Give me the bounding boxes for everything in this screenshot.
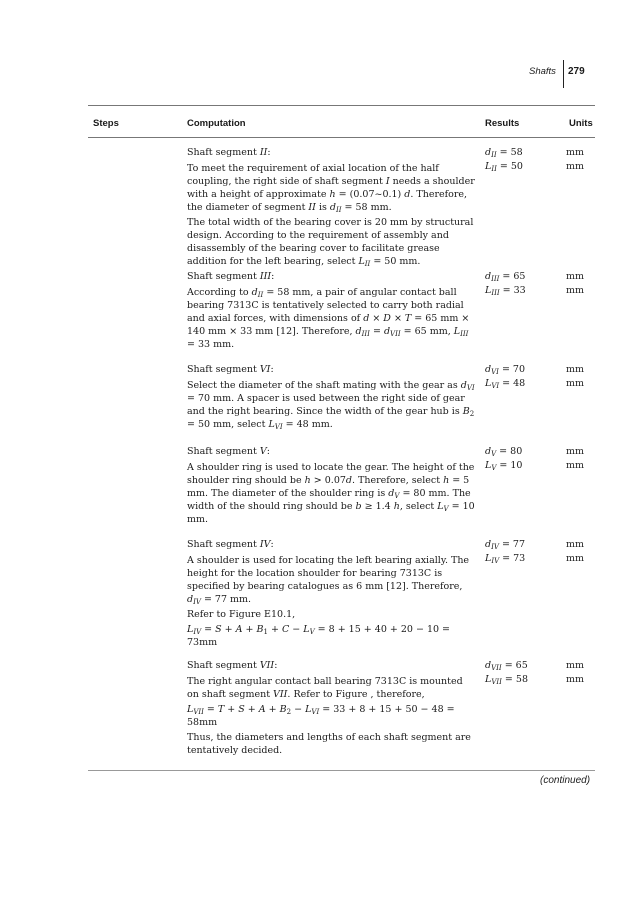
row-paragraph: Select the diameter of the shaft mating with the gear as $d_{VI} = 70$ mm. A spacer is used between the right side of gear and the right bearing. Since the width of the gear hub is $B_2 = 50$ mm, select $L_{VI} = 48$ mm.	[187, 380, 475, 431]
row-title: Shaft segment VI:	[187, 364, 274, 375]
row-paragraph: A shoulder is used for locating the left bearing axially. The height for the location shoulder for bearing 7313C is specified by bearing catalogues as 6 mm [12]. Therefore, $d_{IV} = 77$ mm.	[187, 555, 470, 606]
row-paragraph: A shoulder ring is used to locate the gear. The height of the shoulder ring should be h > 0.07d. Therefore, select h = 5 mm. The diameter of the shoulder ring is $d_V = 80$ mm. The width of the should ring should be b ≥ 1.4 h, select $L_V = 10$ mm.	[187, 462, 475, 525]
unit-value: mm	[566, 378, 585, 389]
row-equation: $L_{IV} = S + A + B_1 + C - L_V = 8 + 15 + 40 + 20 - 10 = 73mm$	[187, 624, 451, 648]
units-cell	[566, 146, 606, 174]
computation-cell	[187, 146, 477, 268]
table-row-segment-ii	[187, 146, 597, 272]
result-value: $d_{III} = 65$	[485, 271, 526, 283]
units-cell	[566, 363, 606, 391]
computation-cell	[187, 445, 477, 526]
result-value: $d_{VII} = 65$	[485, 660, 528, 672]
unit-value: mm	[566, 271, 585, 282]
units-cell	[566, 538, 606, 566]
row-paragraph: According to $d_{II} = 58$ mm, a pair of angular contact ball bearing 7313C is tentatively selected to carry both radial and axial forces, with dimensions of d × D × T = 65 mm × 140 mm × 33 mm [12]. Therefore, $d_{III} = d_{VII} = 65$ mm, $L_{III} = 33$ mm.	[187, 287, 470, 350]
table-row-segment-v	[187, 445, 597, 537]
unit-value: mm	[566, 364, 585, 375]
results-cell	[485, 659, 565, 687]
computation-cell	[187, 270, 477, 351]
row-paragraph: The right angular contact ball bearing 7313C is mounted on shaft segment VII. Refer to Figure , therefore,	[187, 676, 463, 700]
unit-value: mm	[566, 660, 585, 671]
unit-value: mm	[566, 285, 585, 296]
row-equation: $L_{VII} = T + S + A + B_2 - L_{VI} = 33 + 8 + 15 + 50 - 48 = 58mm$	[187, 704, 455, 728]
table-row-segment-vi	[187, 363, 597, 443]
unit-value: mm	[566, 553, 585, 564]
units-cell	[566, 659, 606, 687]
unit-value: mm	[566, 147, 585, 158]
result-value: $d_V = 80$	[485, 446, 523, 458]
units-cell	[566, 270, 606, 298]
unit-value: mm	[566, 460, 585, 471]
computation-cell	[187, 363, 477, 431]
result-value: $L_{VI} = 48$	[485, 378, 526, 390]
table-row-segment-iii	[187, 270, 597, 360]
table-top-rule	[88, 105, 595, 106]
column-header-units: Units	[569, 118, 593, 129]
results-cell	[485, 445, 565, 473]
result-value: $L_{IV} = 73$	[485, 553, 526, 565]
row-paragraph: The total width of the bearing cover is 20 mm by structural design. According to the requirement of assembly and disassembly of the bearing cover to facilitate grease addition for the left bearing, select $L_{II} = 50$ mm.	[187, 217, 474, 268]
row-title: Shaft segment III:	[187, 271, 275, 282]
unit-value: mm	[566, 674, 585, 685]
result-value: $L_V = 10$	[485, 460, 523, 472]
row-title: Shaft segment II:	[187, 147, 271, 158]
column-header-steps: Steps	[93, 118, 119, 129]
units-cell	[566, 445, 606, 473]
results-cell	[485, 270, 565, 298]
results-cell	[485, 538, 565, 566]
result-value: $L_{II} = 50$	[485, 161, 523, 173]
unit-value: mm	[566, 446, 585, 457]
table-bottom-rule	[88, 770, 595, 771]
row-paragraph: Refer to Figure E10.1,	[187, 609, 296, 620]
row-title: Shaft segment V:	[187, 446, 270, 457]
result-value: $L_{VII} = 58$	[485, 674, 528, 686]
row-paragraph: To meet the requirement of axial location of the half coupling, the right side of shaft segment I needs a shoulder with a height of approximate h = (0.07~0.1) d. Therefore, the diameter of segment II is $d_{II} = 58$ mm.	[187, 163, 475, 214]
unit-value: mm	[566, 539, 585, 550]
column-header-results: Results	[485, 118, 520, 129]
table-row-segment-vii	[187, 659, 597, 767]
table-header-rule	[88, 137, 595, 138]
results-cell	[485, 363, 565, 391]
table-row-segment-iv	[187, 538, 597, 658]
computation-cell	[187, 659, 477, 757]
result-value: $d_{VI} = 70$	[485, 364, 526, 376]
computation-cell	[187, 538, 477, 649]
continued-note: (continued)	[540, 775, 591, 786]
result-value: $L_{III} = 33$	[485, 285, 526, 297]
result-value: $d_{IV} = 77$	[485, 539, 526, 551]
page-number: 279	[568, 66, 585, 77]
column-header-computation: Computation	[187, 118, 246, 129]
row-title: Shaft segment IV:	[187, 539, 274, 550]
result-value: $d_{II} = 58$	[485, 147, 523, 159]
results-cell	[485, 146, 565, 174]
row-paragraph: Thus, the diameters and lengths of each shaft segment are tentatively decided.	[187, 732, 471, 756]
unit-value: mm	[566, 161, 585, 172]
header-separator	[563, 60, 564, 88]
row-title: Shaft segment VII:	[187, 660, 278, 671]
running-header-section: Shafts	[529, 66, 556, 77]
